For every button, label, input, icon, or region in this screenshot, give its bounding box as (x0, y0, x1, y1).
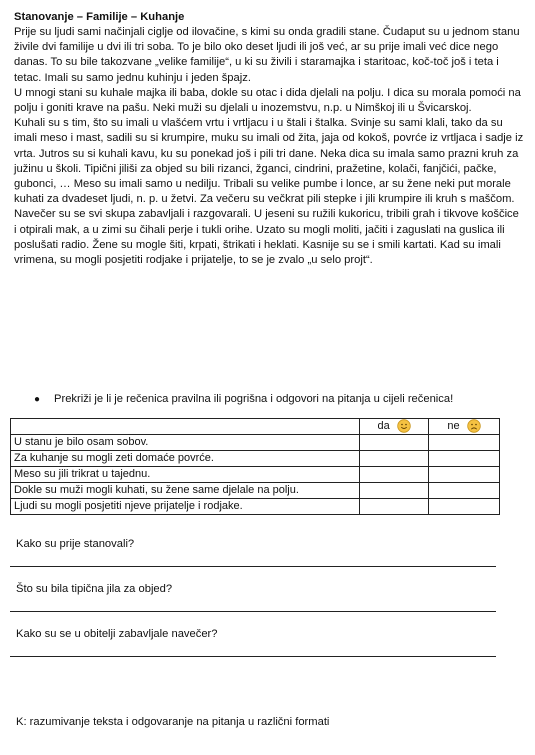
answer-line-meals[interactable] (10, 611, 496, 612)
false-checkbox-cell[interactable] (429, 467, 500, 483)
true-false-table (10, 418, 500, 515)
footer-competence: K: razumivanje teksta i odgovaranje na pitanja u različni formati (16, 716, 330, 728)
table-row (11, 483, 500, 499)
table-row (11, 435, 500, 451)
statement-cell: Ljudi su mogli posjetiti njeve prijatelje i rodjake. (11, 499, 360, 515)
instruction-text: Prekriži je li je rečenica pravilna ili pogrišna i odgovori na pitanja u cijeli rečenica! (54, 393, 454, 405)
page-title: Stanovanje – Familije – Kuhanje (14, 11, 185, 23)
answer-line-housing[interactable] (10, 566, 496, 567)
true-checkbox-cell[interactable] (360, 435, 429, 451)
paragraph-work: U mnogi stani su kuhale majka ili baba, dokle su otac i dida djelali na polju. I dica su morala pomoći na polju i goniti krave na pašu. Neki muži su djelali u inozemstvu, n.p. u Nimškoj ili u Švicarskoj. (14, 86, 521, 115)
false-checkbox-cell[interactable] (429, 483, 500, 499)
reading-text (14, 10, 524, 268)
answer-line-evening[interactable] (10, 656, 496, 657)
false-checkbox-cell[interactable] (429, 435, 500, 451)
statement-cell: Meso su jili trikrat u tajednu. (11, 467, 360, 483)
question-meals: Što su bila tipična jila za objed? (16, 583, 173, 595)
bullet-icon: ● (34, 394, 41, 405)
sad-face-icon (467, 419, 481, 433)
true-checkbox-cell[interactable] (360, 467, 429, 483)
table-row (11, 499, 500, 515)
table-row (11, 467, 500, 483)
paragraph-evening: Navečer su se svi skupa zabavljali i razgovarali. U jeseni su ružili kukoricu, tribili grah i tikvove koščice i otpirali mak, a u zimi su čihali perje i tukli orihe. Uzato su mogli moliti, jačiti i zaguslati na guslica ili poslušati radio. Žene su mogle šiti, krpati, štrikati i heklati. Kasnije su se i smili kartati. Kad su imali vrimena, su mogli posjetiti rodjake i prijatelje, to se je zvalo „u selo projt“. (14, 208, 519, 267)
task-instruction (34, 392, 529, 407)
statement-cell: Dokle su muži mogli kuhati, su žene same djelale na polju. (11, 483, 360, 499)
statement-header (11, 419, 360, 435)
false-checkbox-cell[interactable] (429, 499, 500, 515)
smiley-face-icon (397, 419, 411, 433)
false-checkbox-cell[interactable] (429, 451, 500, 467)
question-housing: Kako su prije stanovali? (16, 538, 135, 550)
table-row (11, 451, 500, 467)
statement-cell: Za kuhanje su mogli zeti domaće povrće. (11, 451, 360, 467)
true-label: da (377, 420, 390, 432)
table-header-row (11, 419, 500, 435)
paragraph-cooking: Kuhali su s tim, što su imali u vlašćem vrtu i vrtljacu i u štali i štalka. Svinje su sami klali, tako da su imali meso i mast, sadili su si krumpire, muku su imali od žita, jaja od kokoš, povrće iz vrtljaca i sadje iz vrta. Jutros su si kuhali kavu, ku su ponekad još i pili tri dane. Neka dica su imala samo prazni kruh za južinu u školi. Tipični jiliši za objed su bili rizanci, žganci, cindrini, pražetine, kolači, fanjčići, pačke, gubonci, … Meso su imali samo u nedilju. Tribali su velike pumbe i lonce, ar su žene neki put morale kuhati za dvadeset ljudi, n. p. u žetvi. Za večeru su večkrat pili stepke i jili krumpire ili kruh s maščom. (14, 117, 524, 206)
true-checkbox-cell[interactable] (360, 483, 429, 499)
header-false (429, 419, 500, 435)
true-checkbox-cell[interactable] (360, 499, 429, 515)
false-label: ne (447, 420, 460, 432)
statement-cell: U stanu je bilo osam sobov. (11, 435, 360, 451)
header-true (360, 419, 429, 435)
question-evening: Kako su se u obitelji zabavljale navečer? (16, 628, 218, 640)
paragraph-housing: Prije su ljudi sami načinjali ciglje od ilovačine, s kimi su onda gradili stane. Čudaput su u jednom stanu živile dvi familije u dvi ili tri soba. To je bilo oko deset ljudi ili još već, ar su prije imali već dice nego danas. To su bile takozvane „velike familije“, u ki su živili i staramajka i staritoac, koč-toč još i teta i tetac. Imali su samo jednu kuhinju i jeden špajz. (14, 26, 520, 84)
true-checkbox-cell[interactable] (360, 451, 429, 467)
